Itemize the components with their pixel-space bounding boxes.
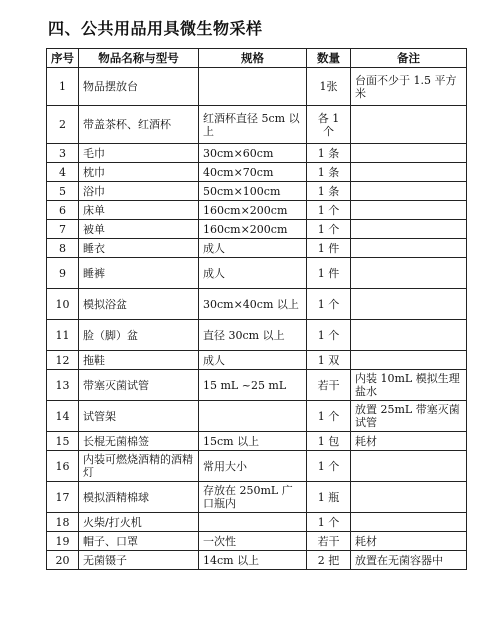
cell-spec: 成人 [199, 351, 307, 370]
cell-note [351, 289, 467, 320]
cell-no: 1 [47, 68, 79, 106]
cell-qty: 1 条 [307, 163, 351, 182]
page-title: 四、公共用品用具微生物采样 [48, 19, 263, 38]
table-row [47, 551, 467, 570]
cell-name: 毛巾 [79, 144, 199, 163]
cell-name: 睡衣 [79, 239, 199, 258]
cell-qty: 1 条 [307, 182, 351, 201]
cell-no: 16 [47, 451, 79, 482]
cell-name: 帽子、口罩 [79, 532, 199, 551]
cell-no: 5 [47, 182, 79, 201]
cell-name: 枕巾 [79, 163, 199, 182]
table-row [47, 220, 467, 239]
cell-qty: 1 件 [307, 258, 351, 289]
table-row [47, 451, 467, 482]
cell-name: 无菌镊子 [79, 551, 199, 570]
cell-qty: 1 个 [307, 289, 351, 320]
cell-note [351, 201, 467, 220]
table-row [47, 239, 467, 258]
cell-no: 13 [47, 370, 79, 401]
table-row [47, 401, 467, 432]
header-row [47, 49, 467, 68]
cell-qty: 1 个 [307, 320, 351, 351]
cell-qty: 若干 [307, 532, 351, 551]
cell-note [351, 239, 467, 258]
cell-note [351, 144, 467, 163]
cell-no: 20 [47, 551, 79, 570]
cell-no: 9 [47, 258, 79, 289]
cell-spec: 160cm×200cm [199, 201, 307, 220]
cell-no: 6 [47, 201, 79, 220]
cell-spec: 14cm 以上 [199, 551, 307, 570]
cell-note [351, 513, 467, 532]
cell-qty: 1 条 [307, 144, 351, 163]
cell-note [351, 482, 467, 513]
cell-name: 睡裤 [79, 258, 199, 289]
table-row [47, 482, 467, 513]
table-row [47, 289, 467, 320]
cell-spec: 160cm×200cm [199, 220, 307, 239]
cell-qty: 1 双 [307, 351, 351, 370]
cell-note: 耗材 [351, 432, 467, 451]
cell-no: 8 [47, 239, 79, 258]
cell-note [351, 451, 467, 482]
cell-spec: 50cm×100cm [199, 182, 307, 201]
cell-no: 12 [47, 351, 79, 370]
cell-qty: 1 个 [307, 220, 351, 239]
table-row [47, 432, 467, 451]
cell-qty: 2 把 [307, 551, 351, 570]
table-row [47, 106, 467, 144]
cell-name: 试管架 [79, 401, 199, 432]
cell-spec [199, 513, 307, 532]
cell-qty: 1 包 [307, 432, 351, 451]
cell-no: 17 [47, 482, 79, 513]
cell-spec: 一次性 [199, 532, 307, 551]
cell-note [351, 220, 467, 239]
cell-spec: 成人 [199, 258, 307, 289]
cell-spec: 存放在 250mL 广口瓶内 [199, 482, 307, 513]
cell-no: 4 [47, 163, 79, 182]
cell-name: 脸（脚）盆 [79, 320, 199, 351]
cell-name: 带塞灭菌试管 [79, 370, 199, 401]
header-no: 序号 [47, 49, 79, 68]
cell-name: 火柴/打火机 [79, 513, 199, 532]
cell-qty: 1 瓶 [307, 482, 351, 513]
cell-note: 放置 25mL 带塞灭菌试管 [351, 401, 467, 432]
table-row [47, 320, 467, 351]
cell-spec: 40cm×70cm [199, 163, 307, 182]
cell-spec: 红酒杯直径 5cm 以上 [199, 106, 307, 144]
table-row [47, 370, 467, 401]
cell-no: 2 [47, 106, 79, 144]
cell-qty: 1 个 [307, 451, 351, 482]
cell-spec: 30cm×40cm 以上 [199, 289, 307, 320]
cell-note [351, 258, 467, 289]
cell-no: 7 [47, 220, 79, 239]
cell-no: 11 [47, 320, 79, 351]
cell-name: 长棍无菌棉签 [79, 432, 199, 451]
cell-qty: 1 个 [307, 513, 351, 532]
cell-note: 耗材 [351, 532, 467, 551]
cell-note [351, 106, 467, 144]
cell-no: 14 [47, 401, 79, 432]
header-note: 备注 [351, 49, 467, 68]
table-row [47, 258, 467, 289]
header-qty: 数量 [307, 49, 351, 68]
cell-note [351, 320, 467, 351]
cell-no: 19 [47, 532, 79, 551]
table-row [47, 163, 467, 182]
cell-qty: 1 个 [307, 401, 351, 432]
cell-no: 15 [47, 432, 79, 451]
cell-no: 3 [47, 144, 79, 163]
cell-note [351, 351, 467, 370]
cell-name: 内装可燃烧酒精的酒精灯 [79, 451, 199, 482]
header-name: 物品名称与型号 [79, 49, 199, 68]
cell-name: 被单 [79, 220, 199, 239]
cell-name: 模拟酒精棉球 [79, 482, 199, 513]
cell-no: 18 [47, 513, 79, 532]
cell-spec [199, 68, 307, 106]
cell-name: 模拟浴盆 [79, 289, 199, 320]
cell-name: 浴巾 [79, 182, 199, 201]
table-row [47, 68, 467, 106]
cell-name: 带盖茶杯、红酒杯 [79, 106, 199, 144]
cell-spec: 成人 [199, 239, 307, 258]
cell-spec: 15cm 以上 [199, 432, 307, 451]
table-row [47, 201, 467, 220]
cell-qty: 1 件 [307, 239, 351, 258]
cell-spec: 直径 30cm 以上 [199, 320, 307, 351]
cell-note [351, 163, 467, 182]
cell-note [351, 182, 467, 201]
cell-name: 床单 [79, 201, 199, 220]
cell-name: 物品摆放台 [79, 68, 199, 106]
header-spec: 规格 [199, 49, 307, 68]
cell-qty: 各 1 个 [307, 106, 351, 144]
cell-qty: 若干 [307, 370, 351, 401]
cell-spec: 常用大小 [199, 451, 307, 482]
cell-qty: 1 个 [307, 201, 351, 220]
cell-qty: 1张 [307, 68, 351, 106]
table-row [47, 144, 467, 163]
cell-spec [199, 401, 307, 432]
equipment-table [46, 48, 467, 570]
cell-name: 拖鞋 [79, 351, 199, 370]
table-row [47, 351, 467, 370]
cell-note: 台面不少于 1.5 平方米 [351, 68, 467, 106]
cell-spec: 15 mL ~25 mL [199, 370, 307, 401]
cell-spec: 30cm×60cm [199, 144, 307, 163]
cell-no: 10 [47, 289, 79, 320]
cell-note: 放置在无菌容器中 [351, 551, 467, 570]
cell-note: 内装 10mL 模拟生理盐水 [351, 370, 467, 401]
table-row [47, 513, 467, 532]
table-row [47, 532, 467, 551]
table-row [47, 182, 467, 201]
